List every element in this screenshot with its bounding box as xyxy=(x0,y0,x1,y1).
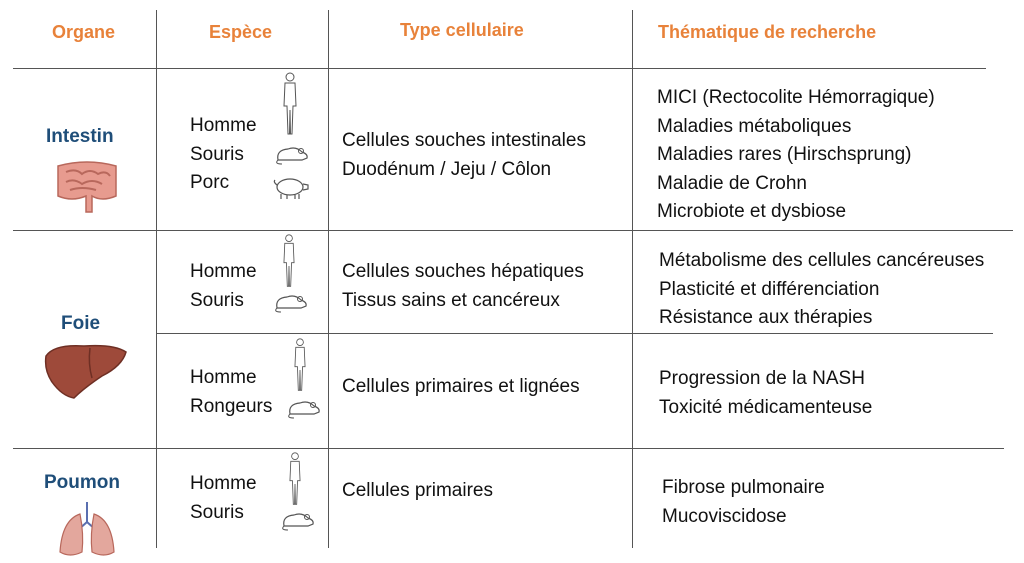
organ-label: Foie xyxy=(61,313,101,334)
research-item: Maladies métaboliques xyxy=(657,115,852,137)
column-divider xyxy=(632,10,633,548)
human-icon xyxy=(281,72,299,136)
species-name: Rongeurs xyxy=(190,395,273,417)
row-divider xyxy=(156,333,993,334)
cell-type-line: Tissus sains et cancéreux xyxy=(342,289,560,311)
lungs-icon xyxy=(56,500,118,560)
species-list xyxy=(190,470,257,527)
human-icon xyxy=(286,452,304,506)
research-item: Métabolisme des cellules cancéreuses xyxy=(659,250,985,271)
cell-type-list xyxy=(342,477,493,506)
research-item: MICI (Rectocolite Hémorragique) xyxy=(657,87,935,108)
mouse-icon xyxy=(273,290,309,314)
column-divider xyxy=(328,10,329,548)
species-name: Homme xyxy=(190,367,257,388)
header-species: Espèce xyxy=(209,22,273,42)
species-name: Souris xyxy=(190,143,244,165)
human-icon xyxy=(280,234,298,288)
cell-type-line: Cellules souches hépatiques xyxy=(342,261,584,282)
species-list xyxy=(190,112,257,198)
species-list xyxy=(190,258,257,315)
species-list xyxy=(190,364,272,421)
research-item: Toxicité médicamenteuse xyxy=(659,396,873,418)
research-list xyxy=(659,365,872,422)
organ-label: Intestin xyxy=(46,126,114,147)
cell-type-list xyxy=(342,258,584,315)
human-icon xyxy=(291,338,309,392)
species-name: Homme xyxy=(190,473,257,494)
header-cell-type: Type cellulaire xyxy=(400,20,524,40)
cell-type-line: Cellules souches intestinales xyxy=(342,130,586,151)
cell-type-list xyxy=(342,373,580,402)
row-divider xyxy=(13,68,986,69)
research-list xyxy=(657,84,935,227)
research-item: Maladie de Crohn xyxy=(657,172,807,194)
species-name: Homme xyxy=(190,115,257,136)
research-list xyxy=(662,474,825,531)
research-item: Fibrose pulmonaire xyxy=(662,477,825,498)
cell-type-line: Duodénum / Jeju / Côlon xyxy=(342,158,552,180)
research-item: Microbiote et dysbiose xyxy=(657,201,847,222)
row-divider xyxy=(13,448,1004,449)
organ-label: Poumon xyxy=(44,472,120,493)
header-research: Thématique de recherche xyxy=(658,22,877,42)
cell-type-line: Cellules primaires xyxy=(342,480,493,501)
header-organ: Organe xyxy=(52,22,116,42)
cell-type-line: Cellules primaires et lignées xyxy=(342,376,580,397)
liver-icon xyxy=(44,342,128,400)
research-item: Progression de la NASH xyxy=(659,368,865,389)
cell-type-list xyxy=(342,127,586,184)
research-item: Maladies rares (Hirschsprung) xyxy=(657,144,912,165)
species-name: Homme xyxy=(190,261,257,282)
column-divider xyxy=(156,10,157,548)
mouse-icon xyxy=(274,142,310,166)
pig-icon xyxy=(271,174,311,200)
species-name: Souris xyxy=(190,501,244,523)
research-item: Plasticité et différenciation xyxy=(659,278,880,300)
research-list xyxy=(659,247,984,333)
species-name: Souris xyxy=(190,289,244,311)
mouse-icon xyxy=(286,396,322,420)
row-divider xyxy=(13,230,1013,231)
intestine-icon xyxy=(52,158,122,216)
species-name: Porc xyxy=(190,172,230,193)
mouse-icon xyxy=(280,508,316,532)
research-item: Mucoviscidose xyxy=(662,505,787,527)
research-item: Résistance aux thérapies xyxy=(659,307,873,328)
